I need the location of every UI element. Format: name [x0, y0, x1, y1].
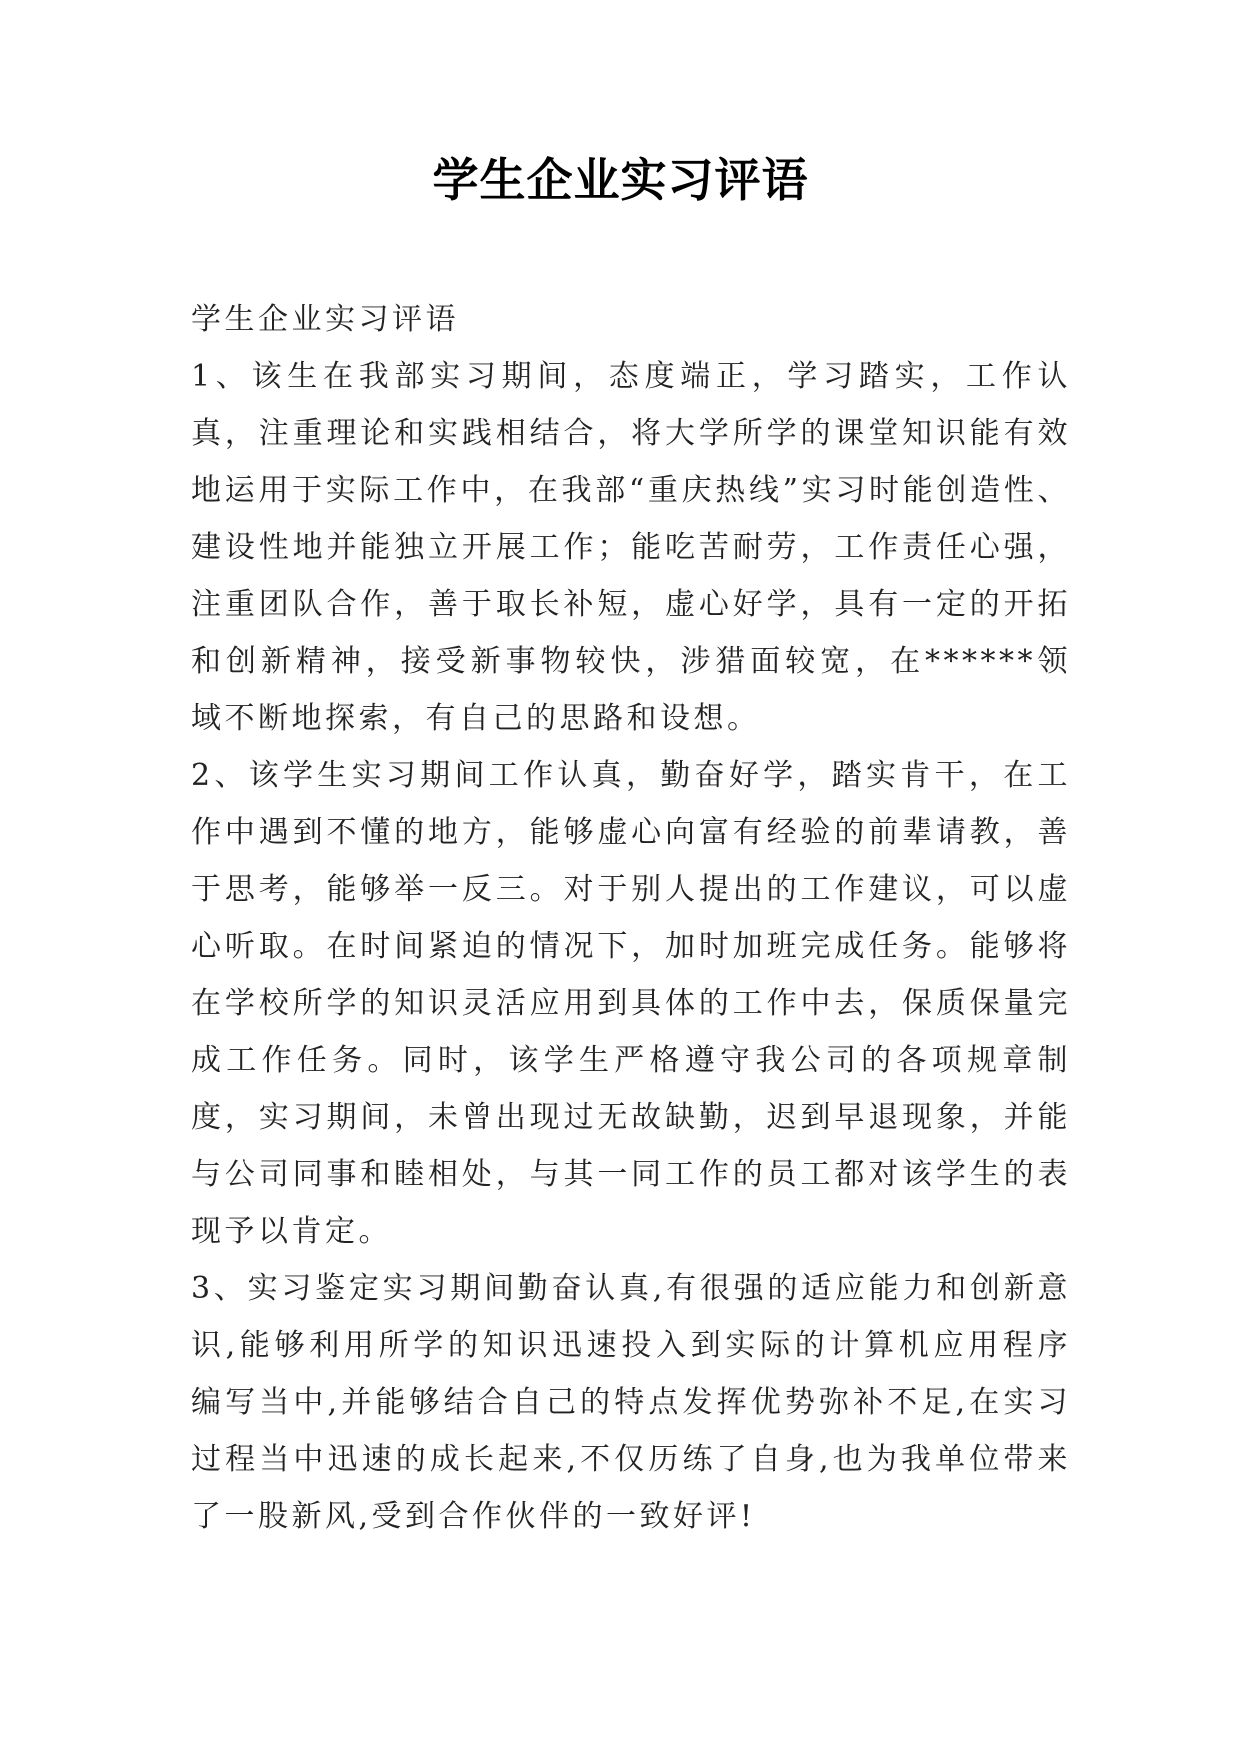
- paragraph-heading: 学生企业实习评语: [191, 302, 459, 337]
- paragraph-2: 2、该学生实习期间工作认真，勤奋好学，踏实肯干，在工作中遇到不懂的地方，能够虚心向富有经验的前辈请教，善于思考，能够举一反三。对于别人提出的工作建议，可以虚心听取。在时间紧迫的情况下，加时加班完成任务。能够将在学校所学的知识灵活应用到具体的工作中去，保质保量完成工作任务。同时，该学生严格遵守我公司的各项规章制度，实习期间，未曾出现过无故缺勤，迟到早退现象，并能与公司同事和睦相处，与其一同工作的员工都对该学生的表现予以肯定。: [191, 758, 1071, 1249]
- document-title: 学生企业实习评语: [432, 153, 809, 207]
- paragraph-1: 1、该生在我部实习期间，态度端正，学习踏实，工作认真，注重理论和实践相结合，将大学所学的课堂知识能有效地运用于实际工作中，在我部“重庆热线”实习时能创造性、建设性地并能独立开展工作；能吃苦耐劳，工作责任心强，注重团队合作，善于取长补短，虚心好学，具有一定的开拓和创新精神，接受新事物较快，涉猎面较宽，在******领域不断地探索，有自己的思路和设想。: [191, 359, 1071, 736]
- paragraph-3: 3、实习鉴定实习期间勤奋认真,有很强的适应能力和创新意识,能够利用所学的知识迅速投入到实际的计算机应用程序编写当中,并能够结合自己的特点发挥优势弥补不足,在实习过程当中迅速的成长起来,不仅历练了自身,也为我单位带来了一股新风,受到合作伙伴的一致好评!: [191, 1271, 1071, 1534]
- document-body: [191, 291, 1071, 1545]
